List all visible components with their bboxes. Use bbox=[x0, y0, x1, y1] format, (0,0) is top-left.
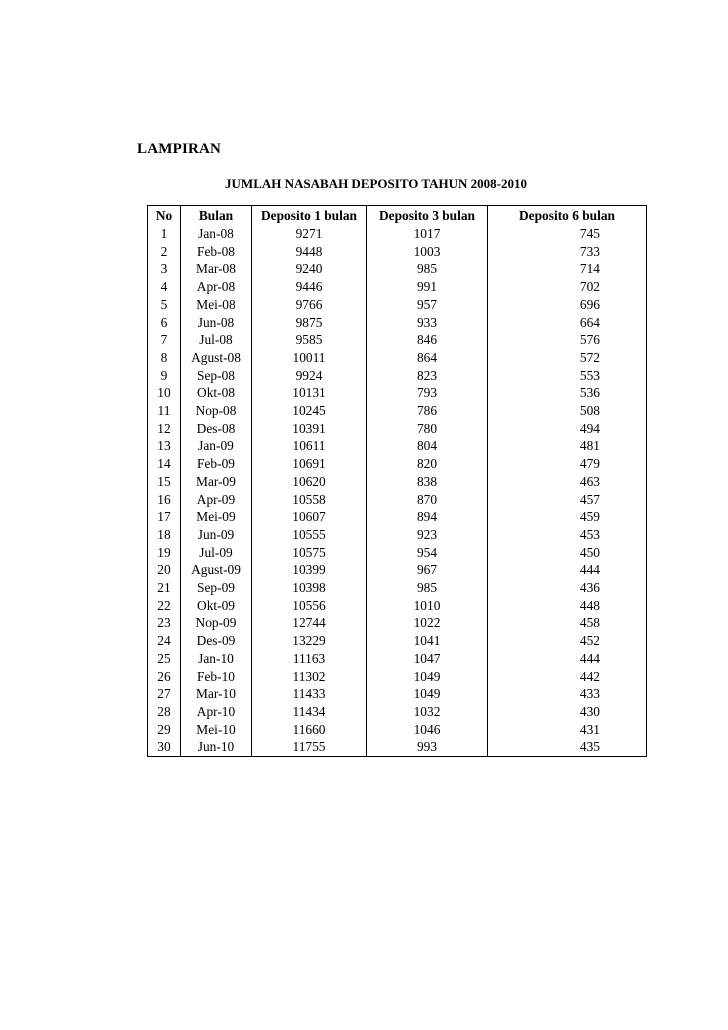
table-row bbox=[148, 561, 647, 579]
cell-no: 5 bbox=[148, 296, 181, 314]
cell-deposito-1-bulan: 11660 bbox=[252, 721, 367, 739]
cell-bulan: Des-09 bbox=[181, 632, 252, 650]
cell-deposito-1-bulan: 10555 bbox=[252, 526, 367, 544]
cell-deposito-3-bulan: 1003 bbox=[367, 243, 488, 261]
table-title: JUMLAH NASABAH DEPOSITO TAHUN 2008-2010 bbox=[225, 176, 527, 191]
cell-no: 11 bbox=[148, 402, 181, 420]
cell-no: 19 bbox=[148, 544, 181, 562]
table-row bbox=[148, 296, 647, 314]
cell-bulan: Mar-09 bbox=[181, 473, 252, 491]
table-row bbox=[148, 508, 647, 526]
cell-deposito-3-bulan: 967 bbox=[367, 561, 488, 579]
cell-no: 2 bbox=[148, 243, 181, 261]
cell-deposito-1-bulan: 9271 bbox=[252, 225, 367, 243]
cell-bulan: Mei-09 bbox=[181, 508, 252, 526]
table-row bbox=[148, 402, 647, 420]
cell-no: 12 bbox=[148, 420, 181, 438]
cell-deposito-6-bulan: 444 bbox=[488, 650, 647, 668]
table-row bbox=[148, 650, 647, 668]
cell-bulan: Agust-08 bbox=[181, 349, 252, 367]
header-no: No bbox=[148, 206, 181, 226]
table-row bbox=[148, 579, 647, 597]
cell-deposito-6-bulan: 442 bbox=[488, 668, 647, 686]
cell-no: 21 bbox=[148, 579, 181, 597]
cell-deposito-1-bulan: 10391 bbox=[252, 420, 367, 438]
cell-deposito-6-bulan: 696 bbox=[488, 296, 647, 314]
cell-bulan: Apr-10 bbox=[181, 703, 252, 721]
cell-deposito-1-bulan: 9766 bbox=[252, 296, 367, 314]
table-row bbox=[148, 455, 647, 473]
header-deposito-6-bulan: Deposito 6 bulan bbox=[488, 206, 647, 226]
cell-deposito-3-bulan: 838 bbox=[367, 473, 488, 491]
cell-deposito-1-bulan: 9240 bbox=[252, 260, 367, 278]
cell-no: 17 bbox=[148, 508, 181, 526]
cell-no: 6 bbox=[148, 314, 181, 332]
cell-deposito-1-bulan: 10011 bbox=[252, 349, 367, 367]
cell-deposito-3-bulan: 786 bbox=[367, 402, 488, 420]
cell-deposito-6-bulan: 444 bbox=[488, 561, 647, 579]
cell-deposito-3-bulan: 991 bbox=[367, 278, 488, 296]
header-bulan: Bulan bbox=[181, 206, 252, 226]
cell-deposito-1-bulan: 10245 bbox=[252, 402, 367, 420]
cell-deposito-3-bulan: 1049 bbox=[367, 668, 488, 686]
cell-deposito-1-bulan: 10398 bbox=[252, 579, 367, 597]
cell-no: 7 bbox=[148, 331, 181, 349]
cell-deposito-6-bulan: 702 bbox=[488, 278, 647, 296]
table-row bbox=[148, 314, 647, 332]
cell-deposito-3-bulan: 1017 bbox=[367, 225, 488, 243]
cell-bulan: Nop-09 bbox=[181, 614, 252, 632]
table-row bbox=[148, 260, 647, 278]
cell-bulan: Des-08 bbox=[181, 420, 252, 438]
table-row bbox=[148, 491, 647, 509]
cell-no: 15 bbox=[148, 473, 181, 491]
cell-no: 9 bbox=[148, 367, 181, 385]
cell-no: 10 bbox=[148, 384, 181, 402]
cell-deposito-6-bulan: 479 bbox=[488, 455, 647, 473]
cell-no: 13 bbox=[148, 437, 181, 455]
cell-deposito-3-bulan: 1010 bbox=[367, 597, 488, 615]
cell-deposito-3-bulan: 1022 bbox=[367, 614, 488, 632]
cell-deposito-1-bulan: 10611 bbox=[252, 437, 367, 455]
cell-deposito-1-bulan: 10620 bbox=[252, 473, 367, 491]
cell-deposito-3-bulan: 954 bbox=[367, 544, 488, 562]
cell-deposito-6-bulan: 494 bbox=[488, 420, 647, 438]
cell-deposito-1-bulan: 12744 bbox=[252, 614, 367, 632]
table-row bbox=[148, 473, 647, 491]
cell-no: 22 bbox=[148, 597, 181, 615]
cell-deposito-1-bulan: 9924 bbox=[252, 367, 367, 385]
cell-deposito-3-bulan: 1041 bbox=[367, 632, 488, 650]
table-row bbox=[148, 243, 647, 261]
cell-no: 8 bbox=[148, 349, 181, 367]
cell-bulan: Sep-09 bbox=[181, 579, 252, 597]
table-row bbox=[148, 225, 647, 243]
cell-deposito-1-bulan: 10399 bbox=[252, 561, 367, 579]
cell-deposito-1-bulan: 9875 bbox=[252, 314, 367, 332]
cell-deposito-3-bulan: 957 bbox=[367, 296, 488, 314]
cell-no: 20 bbox=[148, 561, 181, 579]
table-row bbox=[148, 738, 647, 756]
cell-bulan: Sep-08 bbox=[181, 367, 252, 385]
cell-deposito-1-bulan: 9448 bbox=[252, 243, 367, 261]
cell-deposito-6-bulan: 458 bbox=[488, 614, 647, 632]
cell-bulan: Jan-09 bbox=[181, 437, 252, 455]
cell-deposito-1-bulan: 10556 bbox=[252, 597, 367, 615]
cell-deposito-3-bulan: 820 bbox=[367, 455, 488, 473]
cell-no: 16 bbox=[148, 491, 181, 509]
cell-deposito-6-bulan: 576 bbox=[488, 331, 647, 349]
cell-bulan: Mei-10 bbox=[181, 721, 252, 739]
table-row bbox=[148, 384, 647, 402]
cell-deposito-3-bulan: 804 bbox=[367, 437, 488, 455]
cell-no: 23 bbox=[148, 614, 181, 632]
cell-deposito-3-bulan: 780 bbox=[367, 420, 488, 438]
cell-no: 29 bbox=[148, 721, 181, 739]
cell-deposito-6-bulan: 450 bbox=[488, 544, 647, 562]
cell-no: 28 bbox=[148, 703, 181, 721]
cell-no: 25 bbox=[148, 650, 181, 668]
cell-bulan: Agust-09 bbox=[181, 561, 252, 579]
cell-deposito-1-bulan: 10607 bbox=[252, 508, 367, 526]
cell-deposito-6-bulan: 459 bbox=[488, 508, 647, 526]
header-deposito-1-bulan: Deposito 1 bulan bbox=[252, 206, 367, 226]
table-row bbox=[148, 614, 647, 632]
cell-bulan: Jan-08 bbox=[181, 225, 252, 243]
cell-deposito-6-bulan: 481 bbox=[488, 437, 647, 455]
cell-deposito-3-bulan: 985 bbox=[367, 260, 488, 278]
table-row bbox=[148, 526, 647, 544]
table-row bbox=[148, 331, 647, 349]
cell-deposito-6-bulan: 463 bbox=[488, 473, 647, 491]
cell-deposito-6-bulan: 453 bbox=[488, 526, 647, 544]
cell-deposito-6-bulan: 745 bbox=[488, 225, 647, 243]
cell-no: 24 bbox=[148, 632, 181, 650]
table-header-row bbox=[148, 206, 647, 226]
cell-bulan: Okt-09 bbox=[181, 597, 252, 615]
cell-deposito-6-bulan: 664 bbox=[488, 314, 647, 332]
cell-deposito-1-bulan: 9585 bbox=[252, 331, 367, 349]
header-deposito-3-bulan: Deposito 3 bulan bbox=[367, 206, 488, 226]
cell-bulan: Jul-08 bbox=[181, 331, 252, 349]
cell-deposito-6-bulan: 436 bbox=[488, 579, 647, 597]
deposit-table bbox=[147, 205, 647, 757]
cell-deposito-6-bulan: 733 bbox=[488, 243, 647, 261]
cell-no: 30 bbox=[148, 738, 181, 756]
table-row bbox=[148, 544, 647, 562]
table-row bbox=[148, 597, 647, 615]
table-body bbox=[148, 225, 647, 757]
cell-deposito-3-bulan: 1046 bbox=[367, 721, 488, 739]
cell-deposito-3-bulan: 1049 bbox=[367, 685, 488, 703]
cell-deposito-3-bulan: 993 bbox=[367, 738, 488, 756]
cell-deposito-3-bulan: 1047 bbox=[367, 650, 488, 668]
cell-deposito-3-bulan: 846 bbox=[367, 331, 488, 349]
cell-bulan: Apr-09 bbox=[181, 491, 252, 509]
table-row bbox=[148, 420, 647, 438]
table-row bbox=[148, 349, 647, 367]
cell-deposito-1-bulan: 11163 bbox=[252, 650, 367, 668]
cell-no: 4 bbox=[148, 278, 181, 296]
cell-deposito-3-bulan: 864 bbox=[367, 349, 488, 367]
cell-bulan: Feb-08 bbox=[181, 243, 252, 261]
cell-no: 3 bbox=[148, 260, 181, 278]
cell-bulan: Jun-08 bbox=[181, 314, 252, 332]
cell-deposito-3-bulan: 823 bbox=[367, 367, 488, 385]
cell-deposito-3-bulan: 933 bbox=[367, 314, 488, 332]
cell-deposito-1-bulan: 10558 bbox=[252, 491, 367, 509]
cell-deposito-3-bulan: 985 bbox=[367, 579, 488, 597]
cell-bulan: Jan-10 bbox=[181, 650, 252, 668]
cell-bulan: Mar-08 bbox=[181, 260, 252, 278]
cell-deposito-6-bulan: 714 bbox=[488, 260, 647, 278]
table-row bbox=[148, 278, 647, 296]
cell-no: 26 bbox=[148, 668, 181, 686]
cell-bulan: Mar-10 bbox=[181, 685, 252, 703]
cell-deposito-1-bulan: 11302 bbox=[252, 668, 367, 686]
cell-deposito-3-bulan: 894 bbox=[367, 508, 488, 526]
cell-no: 18 bbox=[148, 526, 181, 544]
cell-deposito-3-bulan: 923 bbox=[367, 526, 488, 544]
cell-deposito-1-bulan: 9446 bbox=[252, 278, 367, 296]
cell-no: 27 bbox=[148, 685, 181, 703]
cell-no: 1 bbox=[148, 225, 181, 243]
table-row bbox=[148, 668, 647, 686]
cell-deposito-1-bulan: 10131 bbox=[252, 384, 367, 402]
cell-bulan: Feb-09 bbox=[181, 455, 252, 473]
cell-deposito-3-bulan: 793 bbox=[367, 384, 488, 402]
table-row bbox=[148, 367, 647, 385]
appendix-heading: LAMPIRAN bbox=[137, 141, 222, 157]
cell-deposito-6-bulan: 448 bbox=[488, 597, 647, 615]
cell-deposito-1-bulan: 13229 bbox=[252, 632, 367, 650]
cell-deposito-1-bulan: 11433 bbox=[252, 685, 367, 703]
cell-deposito-1-bulan: 10575 bbox=[252, 544, 367, 562]
table-row bbox=[148, 437, 647, 455]
cell-deposito-6-bulan: 508 bbox=[488, 402, 647, 420]
table-row bbox=[148, 632, 647, 650]
cell-deposito-6-bulan: 431 bbox=[488, 721, 647, 739]
table-row bbox=[148, 721, 647, 739]
cell-bulan: Nop-08 bbox=[181, 402, 252, 420]
cell-deposito-3-bulan: 1032 bbox=[367, 703, 488, 721]
cell-deposito-6-bulan: 430 bbox=[488, 703, 647, 721]
cell-bulan: Okt-08 bbox=[181, 384, 252, 402]
table-row bbox=[148, 685, 647, 703]
cell-bulan: Mei-08 bbox=[181, 296, 252, 314]
cell-bulan: Apr-08 bbox=[181, 278, 252, 296]
cell-deposito-1-bulan: 11434 bbox=[252, 703, 367, 721]
cell-deposito-6-bulan: 572 bbox=[488, 349, 647, 367]
cell-deposito-1-bulan: 10691 bbox=[252, 455, 367, 473]
table-row bbox=[148, 703, 647, 721]
cell-bulan: Feb-10 bbox=[181, 668, 252, 686]
cell-bulan: Jun-10 bbox=[181, 738, 252, 756]
cell-deposito-6-bulan: 553 bbox=[488, 367, 647, 385]
cell-deposito-6-bulan: 536 bbox=[488, 384, 647, 402]
cell-deposito-6-bulan: 457 bbox=[488, 491, 647, 509]
cell-deposito-6-bulan: 435 bbox=[488, 738, 647, 756]
cell-bulan: Jul-09 bbox=[181, 544, 252, 562]
cell-bulan: Jun-09 bbox=[181, 526, 252, 544]
cell-deposito-6-bulan: 452 bbox=[488, 632, 647, 650]
cell-deposito-3-bulan: 870 bbox=[367, 491, 488, 509]
cell-deposito-6-bulan: 433 bbox=[488, 685, 647, 703]
cell-deposito-1-bulan: 11755 bbox=[252, 738, 367, 756]
cell-no: 14 bbox=[148, 455, 181, 473]
